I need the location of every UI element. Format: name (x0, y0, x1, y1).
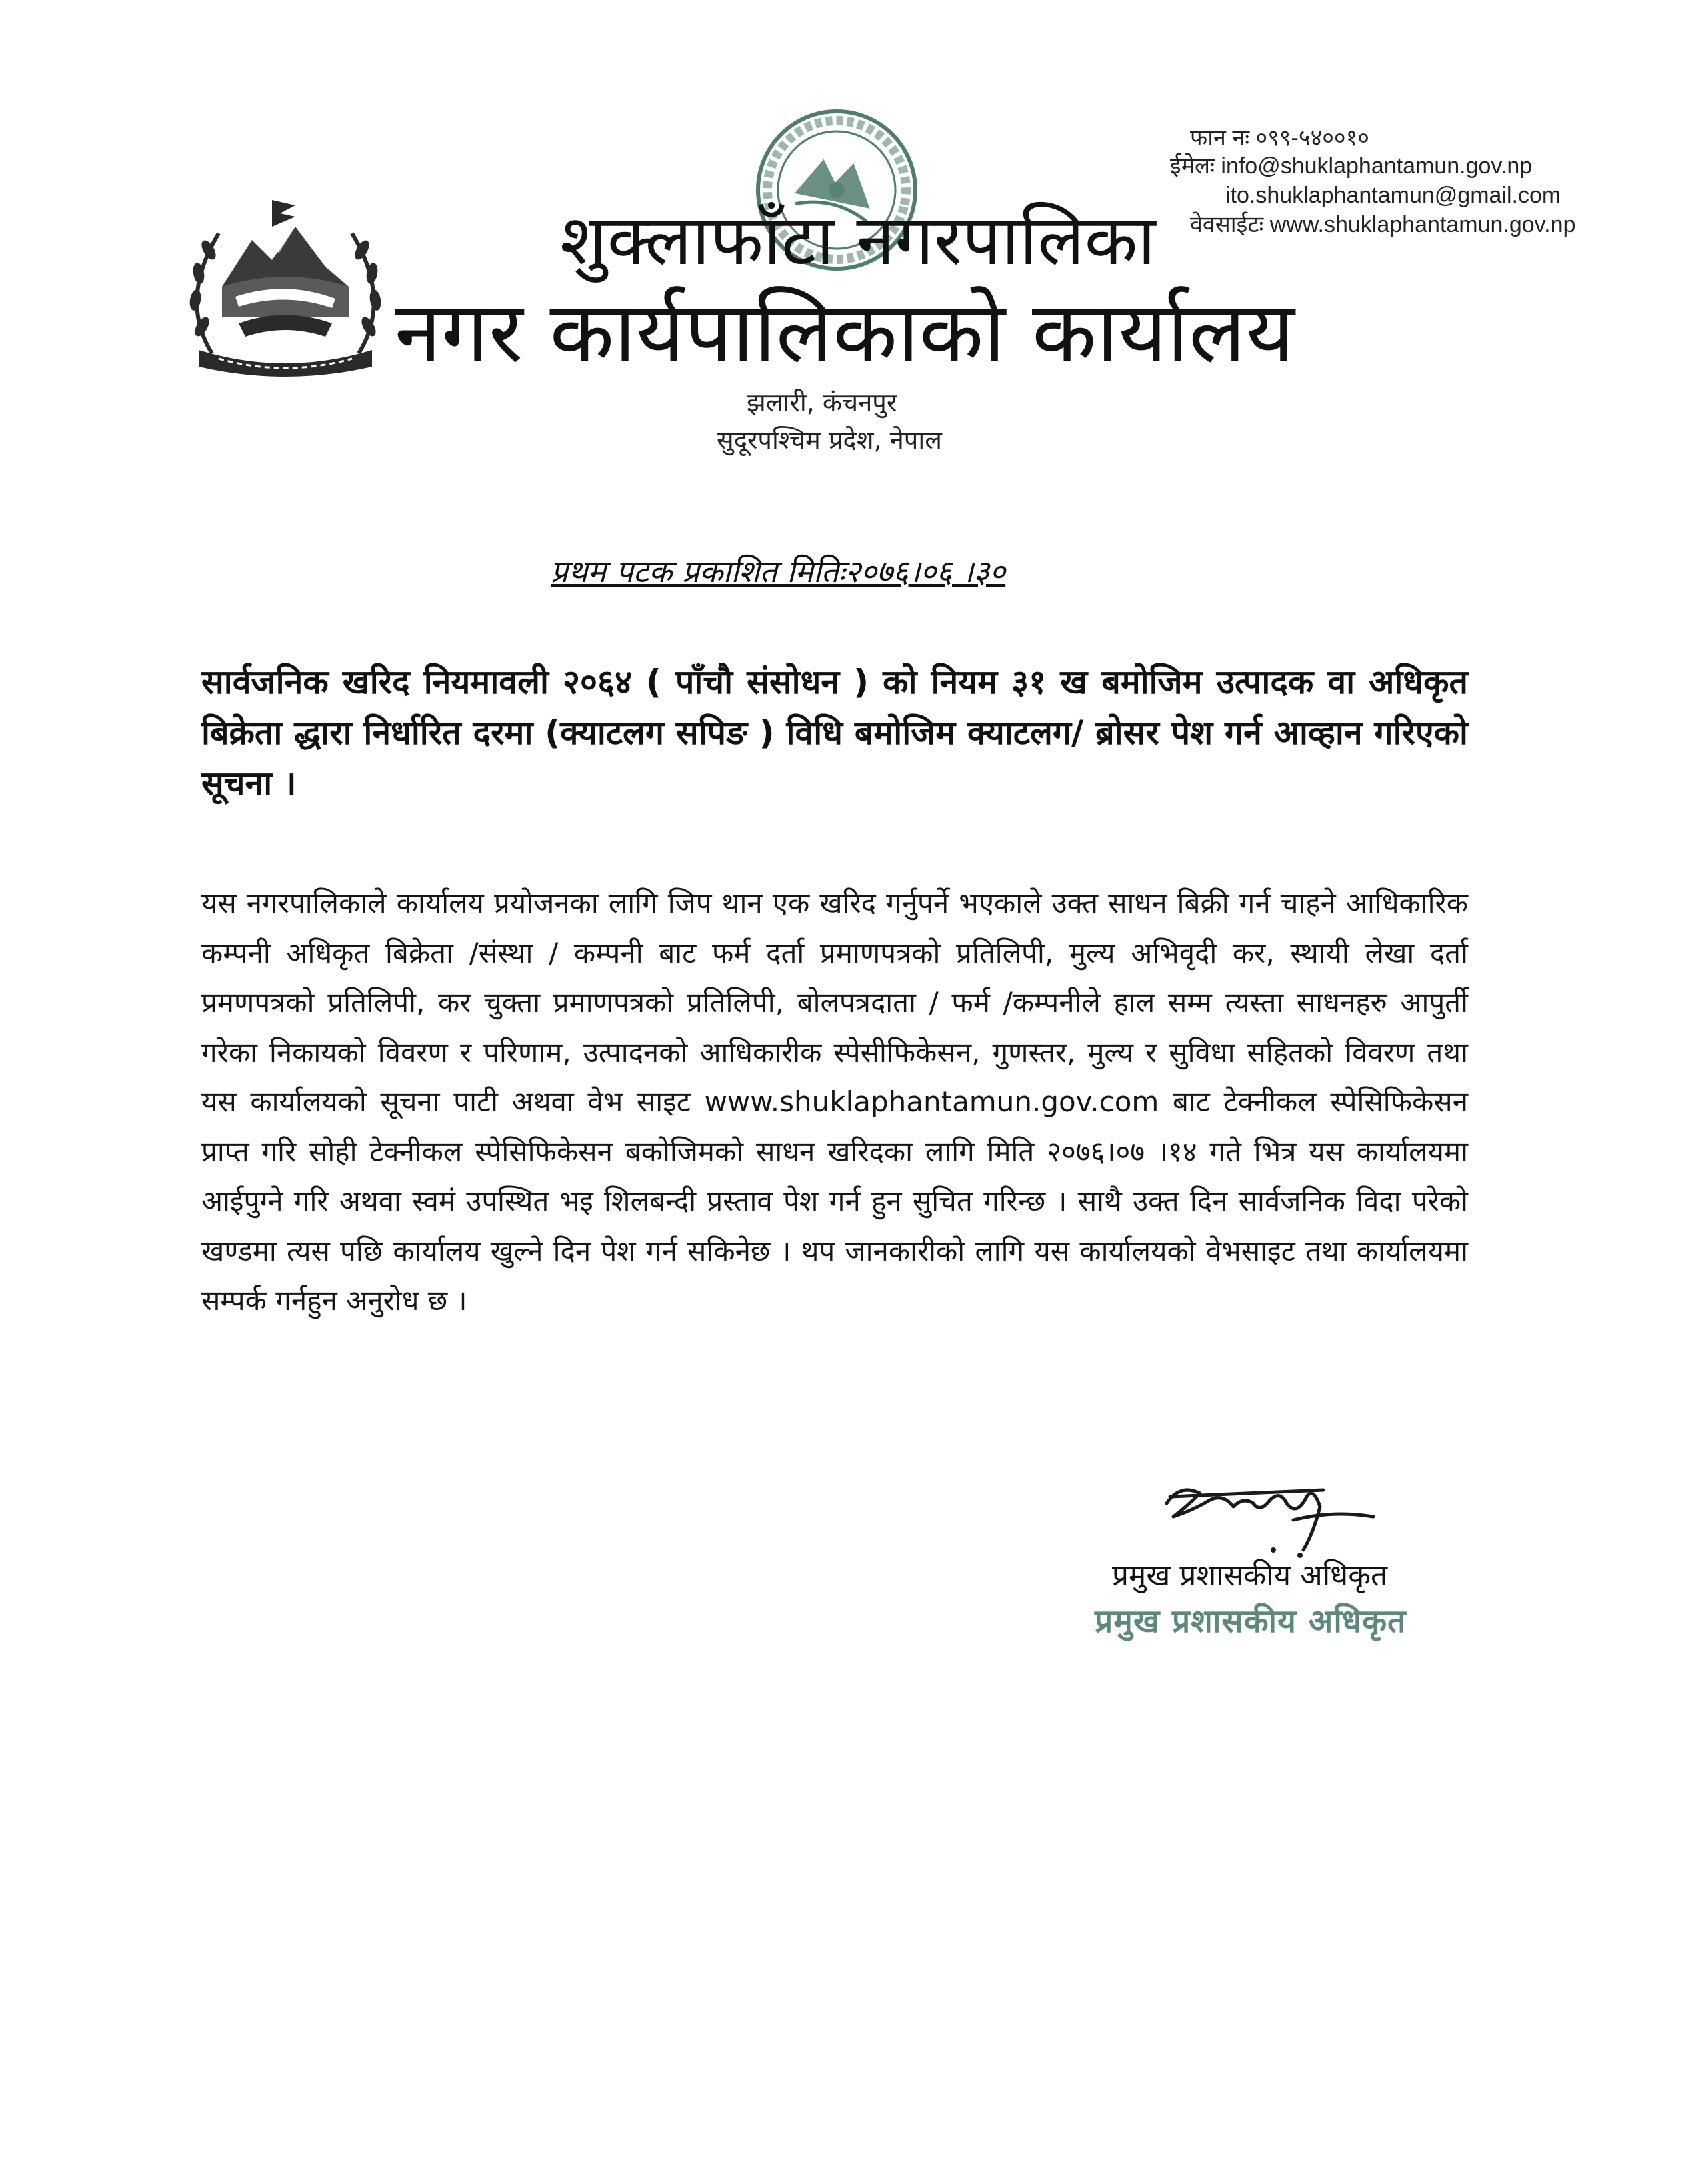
office-name: नगर कार्यपालिकाको कार्यालय (395, 283, 1295, 381)
municipality-name: शुक्लाफाँटा नगरपालिका (560, 199, 1156, 281)
address-line-1: झलारी, कंचनपुर (747, 388, 897, 417)
contact-email-primary[interactable]: ईमेलः info@shuklaphantamun.gov.np (1170, 153, 1533, 179)
contact-email-secondary[interactable]: ito.shuklaphantamun@gmail.com (1225, 183, 1561, 208)
signature-mark (1160, 1470, 1380, 1570)
published-date: प्रथम पटक प्रकाशित मितिः२०७६।०६ ।३० (551, 553, 1006, 589)
address-line-2: सुदूरपश्चिम प्रदेश, नेपाल (717, 425, 942, 455)
notice-body: यस नगरपालिकाले कार्यालय प्रयोजनका लागि जिप थान एक खरिद गर्नुपर्ने भएकाले उक्त साधन बिक्री गर्न चाहने आधिकारिक कम्पनी अधिकृत बिक्रेता /संस्था / कम्पनी बाट फर्म दर्ता प्रमाणपत्रको प्रतिलिपी, मुल्य अभिवृदी कर, स्थायी लेखा दर्ता प्रमणपत्रको प्रतिलिपी, कर चुक्ता प्रमाणपत्रको प्रतिलिपी, बोलपत्रदाता / फर्म /कम्पनीले हाल सम्म त्यस्ता साधनहरु आपुर्ती गरेका निकायको विवरण र परिणाम, उत्पादनको आधिकारीक स्पेसीफिकेसन, गुणस्तर, मुल्य र सुविधा सहितको विवरण तथा यस कार्यालयको सूचना पाटी अथवा वेभ साइट www.shuklaphantamun.gov.com बाट टेक्नीकल स्पेसिफिकेसन प्राप्त गरि सोही टेक्नीकल स्पेसिफिकेसन बकोजिमको साधन खरिदका लागि मिति २०७६।०७ ।१४ गते भित्र यस कार्यालयमा आईपुग्ने गरि अथवा स्वमं उपस्थित भइ शिलबन्दी प्रस्ताव पेश गर्न हुन सुचित गरिन्छ । साथै उक्त दिन सार्वजनिक विदा परेको खण्डमा त्यस पछि कार्यालय खुल्ने दिन पेश गर्न सकिनेछ । थप जानकारीको लागि यस कार्यालयको वेभसाइट तथा कार्यालयमा सम्पर्क गर्नहुन अनुरोध छ । (201, 887, 1468, 1317)
signatory-title: प्रमुख प्रशासकीय अधिकृत (1112, 1559, 1388, 1593)
contact-website[interactable]: वेवसाईटः www.shuklaphantamun.gov.np (1190, 212, 1576, 237)
contact-phone: फान नः ०९९-५४००१० (1190, 125, 1369, 151)
nepal-emblem-icon (172, 187, 399, 387)
notice-subject: सार्वजनिक खरिद नियमावली २०६४ ( पाँचौ संसोधन ) को नियम ३१ ख बमोजिम उत्पादक वा अधिकृत बिक्रेता द्धारा निर्धारित दरमा (क्याटलग सपिङ ) विधि बमोजिम क्याटलग/ ब्रोसर पेश गर्न आव्हान गरिएको सूचना । (201, 663, 1468, 803)
signatory-stamp: प्रमुख प्रशासकीय अधिकृत (1095, 1603, 1407, 1640)
